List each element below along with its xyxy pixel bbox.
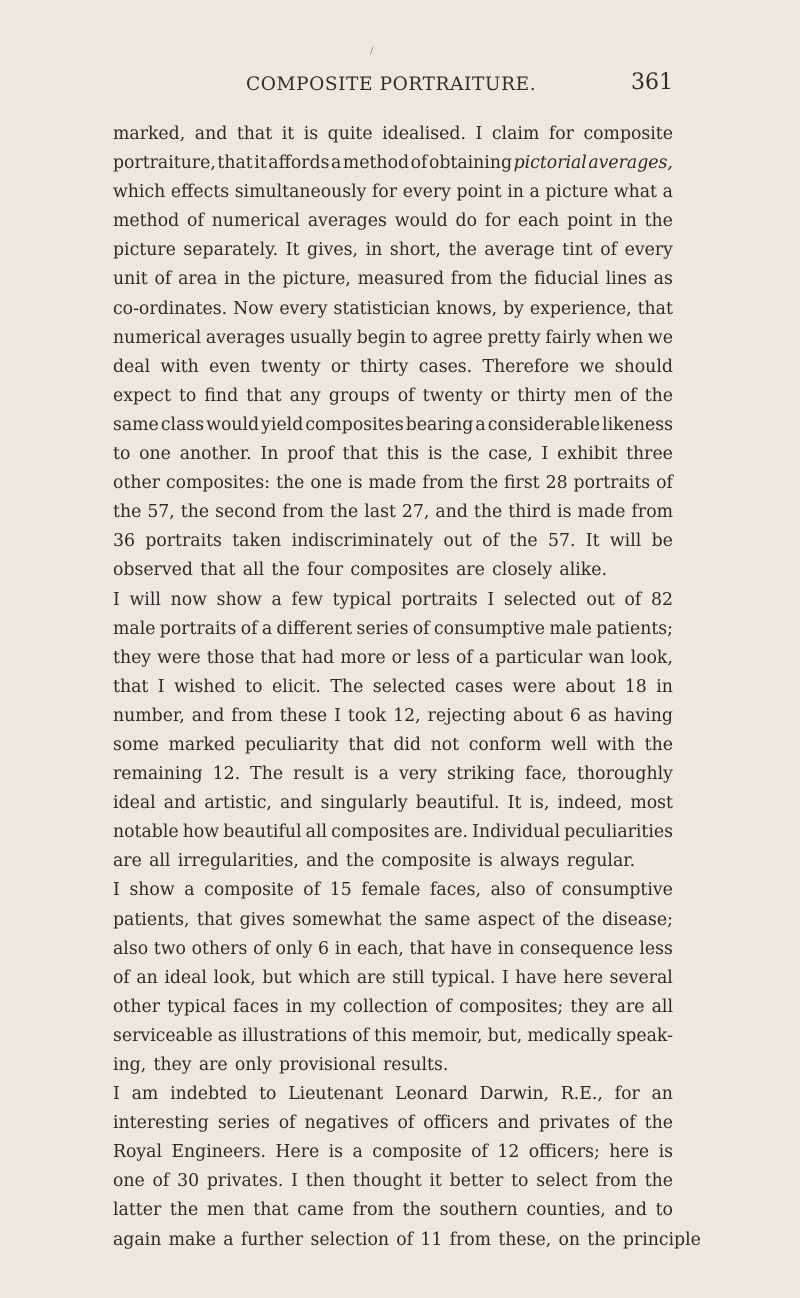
text-line: Royal Engineers. Here is a composite of 12 officers; here is xyxy=(113,1142,673,1163)
text-line: the 57, the second from the last 27, and the third is made from xyxy=(113,502,673,523)
text-line: serviceable as illustrations of this memoir, but, medically speak- xyxy=(113,1025,673,1046)
text-line: numerical averages usually begin to agree pretty fairly when we xyxy=(113,327,673,348)
text-line: method of numerical averages would do for each point in the xyxy=(113,211,673,232)
text-line: interesting series of negatives of officers and privates of the xyxy=(113,1113,673,1134)
text-line: of an ideal look, but which are still typical. I have here several xyxy=(113,967,673,988)
text-line: one of 30 privates. I then thought it better to select from the xyxy=(113,1171,673,1192)
text-line: to one another. In proof that this is the case, I exhibit three xyxy=(113,444,673,465)
text-line: unit of area in the picture, measured from the fiducial lines as xyxy=(113,269,673,290)
text-line: observed that all the four composites are closely alike. xyxy=(113,560,607,581)
text-line: deal with even twenty or thirty cases. Therefore we should xyxy=(113,356,673,377)
text-line: which effects simultaneously for every point in a picture what a xyxy=(113,182,673,203)
text-line: marked, and that it is quite idealised. I claim for composite xyxy=(113,124,673,144)
text-line: again make a further selection of 11 from these, on the principle xyxy=(113,1229,701,1250)
text-line: latter the men that came from the southern counties, and to xyxy=(113,1200,673,1221)
text-line: ideal and artistic, and singularly beautiful. It is, indeed, most xyxy=(113,793,673,814)
text-line: I will now show a few typical portraits I selected out of 82 xyxy=(113,589,673,610)
text-line: that I wished to elicit. The selected cases were about 18 in xyxy=(113,676,673,697)
text-line: number, and from these I took 12, rejecting about 6 as having xyxy=(113,705,673,726)
page-header xyxy=(113,70,673,110)
text-line: male portraits of a different series of consumptive male patients; xyxy=(113,618,673,639)
text-line: notable how beautiful all composites are. Individual peculiarities xyxy=(113,822,673,843)
page-number: 361 xyxy=(631,70,673,95)
italic-phrase: pictorial xyxy=(513,153,587,174)
stray-mark: / xyxy=(370,46,374,57)
italic-phrase: averages, xyxy=(588,153,673,174)
text-line: ing, they are only provisional results. xyxy=(113,1055,449,1075)
text-line: 36 portraits taken indiscriminately out of the 57. It will be xyxy=(113,531,673,552)
text-line: expect to find that any groups of twenty or thirty men of the xyxy=(113,385,673,406)
running-title: COMPOSITE PORTRAITURE. xyxy=(246,74,537,95)
text-line: other typical faces in my collection of composites; they are all xyxy=(113,996,673,1017)
text-line: co-ordinates. Now every statistician knows, by experience, that xyxy=(113,298,673,319)
body-text xyxy=(113,120,701,1255)
text-line: I am indebted to Lieutenant Leonard Darwin, R.E., for an xyxy=(113,1084,673,1105)
text-line: I show a composite of 15 female faces, also of consumptive xyxy=(113,880,673,901)
text-line: picture separately. It gives, in short, the average tint of every xyxy=(113,240,673,261)
text-line: same class would yield composites bearing a considerable likeness xyxy=(113,414,673,435)
text-line: are all irregularities, and the composite is always regular. xyxy=(113,851,636,872)
text-line: patients, that gives somewhat the same aspect of the disease; xyxy=(113,909,673,930)
text-line: remaining 12. The result is a very striking face, thoroughly xyxy=(113,764,673,785)
text-line: they were those that had more or less of a particular wan look, xyxy=(113,647,673,668)
text-line: other composites: the one is made from the first 28 portraits of xyxy=(113,473,673,494)
text-line: also two others of only 6 in each, that have in consequence less xyxy=(113,938,673,959)
text-line: some marked peculiarity that did not conform well with the xyxy=(113,734,673,755)
text-line: portraiture, that it affords a method of obtaining pictorial averages, xyxy=(113,149,673,178)
